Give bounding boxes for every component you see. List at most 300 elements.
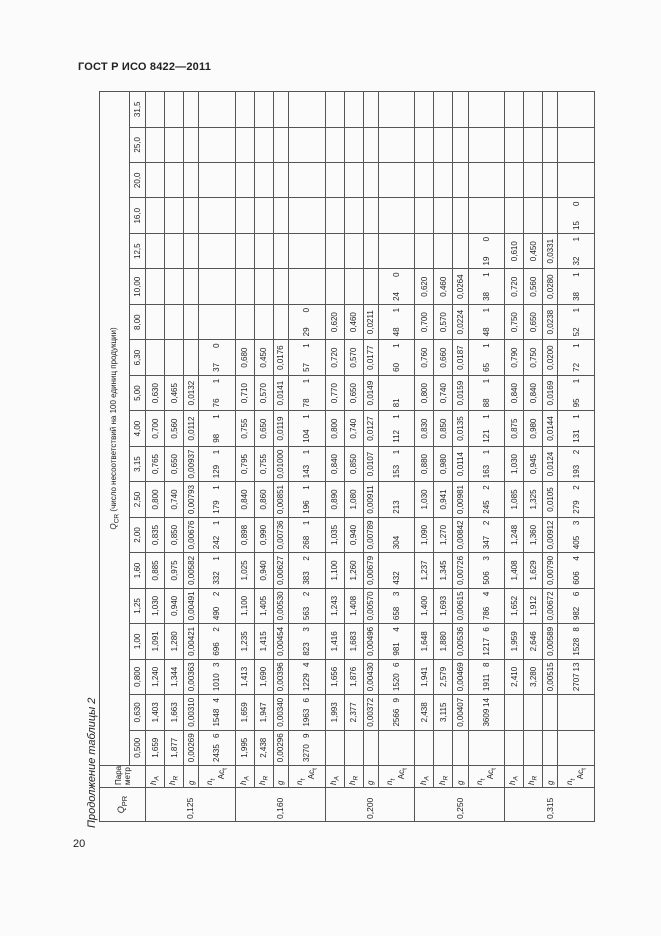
cell-n: 129: [212, 464, 222, 479]
cell-value: 0,885: [146, 553, 165, 588]
cell-value: [254, 127, 273, 162]
document-header: ГОСТ Р ИСО 8422—2011: [78, 61, 212, 73]
cell-value: [325, 233, 344, 268]
cell-value: [344, 163, 363, 198]
cell-n: 19: [481, 256, 491, 266]
table-row: [235, 91, 254, 821]
cell-value: [184, 91, 199, 127]
cell-ac: 1: [302, 378, 312, 384]
cell-value: [415, 730, 434, 765]
cell-value: 0,898: [235, 517, 254, 552]
cell-value: 0,0280: [543, 269, 558, 304]
cell-value: 1,260: [344, 553, 363, 588]
cell-value: 0,740: [165, 482, 184, 517]
cell-value: 2,579: [434, 659, 453, 694]
cell-ac: 1: [571, 378, 581, 384]
cell-value: 1,693: [434, 588, 453, 623]
cell-value: [184, 163, 199, 198]
cell-value: 0,00396: [273, 659, 288, 694]
cell-value: [344, 127, 363, 162]
cell-value: 0,660: [434, 340, 453, 375]
cell-value: 0,980: [434, 446, 453, 481]
cell-value: 0,0105: [543, 482, 558, 517]
cell-n: 24: [392, 292, 402, 301]
cell-value: 0,650: [524, 304, 543, 339]
cell-value: 0,00672: [543, 588, 558, 623]
table-row: [453, 91, 468, 821]
cell-value: [254, 91, 273, 127]
cell-n-ac: [558, 163, 595, 198]
cell-ac: 1: [481, 378, 491, 384]
cell-value: [415, 163, 434, 198]
table-row: [434, 91, 453, 821]
cell-value: 1,248: [505, 517, 524, 552]
cell-value: 1,405: [254, 588, 273, 623]
cell-value: [434, 127, 453, 162]
cell-n: 347: [481, 535, 491, 550]
cell-n-ac: [378, 624, 415, 659]
cell-n-ac: [199, 730, 236, 765]
cell-n: 78: [302, 398, 312, 408]
cell-ac: 1: [212, 485, 222, 490]
table-row: [254, 91, 273, 821]
cell-value: 1,360: [524, 517, 543, 552]
cell-n-ac: [288, 482, 325, 517]
cell-value: 0,800: [415, 375, 434, 410]
cell-value: 1,091: [146, 624, 165, 659]
cell-value: 0,750: [505, 304, 524, 339]
cell-ac: 2: [212, 591, 222, 597]
cell-value: 3,280: [524, 659, 543, 694]
cell-value: [325, 730, 344, 765]
cell-value: 0,710: [235, 375, 254, 410]
cell-n: 3609: [481, 708, 491, 727]
cell-value: 1,030: [505, 446, 524, 481]
cell-value: 0,00421: [184, 624, 199, 659]
cell-value: 0,850: [434, 411, 453, 446]
cell-n-ac: [558, 624, 595, 659]
table-row: [344, 91, 363, 821]
cell-value: 0,560: [524, 269, 543, 304]
cell-n-ac: [468, 659, 505, 694]
cell-n-ac: [468, 517, 505, 552]
cell-n-ac: [468, 553, 505, 588]
cell-value: 1,993: [325, 695, 344, 730]
cell-value: 0,0224: [453, 304, 468, 339]
cell-value: 0,00627: [273, 553, 288, 588]
cell-value: 0,00789: [363, 517, 378, 552]
cell-ac: 2: [571, 449, 581, 455]
cell-ac: 1: [302, 343, 312, 348]
cell-value: [344, 730, 363, 765]
cell-ac: 1: [481, 449, 491, 455]
cell-n: 196: [302, 500, 312, 514]
cell-value: 0,0132: [184, 375, 199, 410]
cell-value: 2,438: [415, 695, 434, 730]
qpr-value: 0,315: [505, 788, 595, 822]
cell-value: 0,460: [344, 304, 363, 339]
cell-n-ac: [288, 304, 325, 339]
cell-value: 1,659: [146, 730, 165, 765]
cell-value: 0,610: [505, 233, 524, 268]
cell-value: 0,941: [434, 482, 453, 517]
cell-value: 1,408: [505, 553, 524, 588]
table-caption: Продолжение таблицы 2: [86, 697, 98, 828]
cell-n-ac: [199, 588, 236, 623]
column-header: 1,25: [130, 588, 146, 623]
cell-value: 0,01000: [273, 446, 288, 481]
cell-n-ac: [199, 517, 236, 552]
cell-ac: 1: [212, 520, 222, 526]
row-symbol: $n_t$ $Ac_t$: [199, 766, 236, 788]
rotated-table-wrapper: [99, 92, 595, 822]
column-header: 3,15: [130, 446, 146, 481]
row-symbol: $h_R$: [524, 766, 543, 788]
cell-value: 0,940: [254, 553, 273, 588]
cell-n: 383: [302, 571, 312, 585]
cell-ac: 6: [212, 733, 222, 738]
cell-n-ac: [468, 304, 505, 339]
cell-value: 0,770: [325, 375, 344, 410]
cell-value: 0,790: [505, 340, 524, 375]
cell-ac: 6: [481, 627, 491, 632]
cell-value: 0,560: [165, 411, 184, 446]
cell-n-ac: [288, 411, 325, 446]
cell-value: [325, 127, 344, 162]
cell-ac: 1: [392, 343, 402, 348]
cell-value: 0,570: [344, 340, 363, 375]
cell-value: 0,840: [505, 375, 524, 410]
cell-value: [184, 304, 199, 339]
cell-value: 1,659: [235, 695, 254, 730]
cell-value: [146, 198, 165, 233]
cell-value: [146, 91, 165, 127]
cell-value: [344, 233, 363, 268]
cell-value: [524, 730, 543, 765]
cell-ac: 1: [302, 520, 312, 526]
cell-value: [415, 127, 434, 162]
cell-value: 1,880: [434, 624, 453, 659]
cell-n-ac: [378, 446, 415, 481]
cell-value: [273, 233, 288, 268]
cell-ac: 8: [481, 662, 491, 668]
cell-n-ac: [288, 233, 325, 268]
cell-n: 37: [212, 362, 222, 372]
cell-value: 1,912: [524, 588, 543, 623]
table-row: [363, 91, 378, 821]
cell-value: 1,243: [325, 588, 344, 623]
column-header: 0,630: [130, 695, 146, 730]
cell-value: 2,646: [524, 624, 543, 659]
cell-value: 1,270: [434, 517, 453, 552]
cell-n: 1229: [302, 673, 312, 692]
cell-value: 0,940: [165, 588, 184, 623]
cell-value: 0,0187: [453, 340, 468, 375]
cell-ac: 3: [212, 662, 222, 668]
cell-ac: 9: [302, 733, 312, 738]
cell-ac: 8: [571, 627, 581, 632]
row-symbol: $n_t$ $Ac_t$: [468, 766, 505, 788]
cell-ac: 4: [392, 627, 402, 632]
cell-value: 3,115: [434, 695, 453, 730]
cell-n-ac: [558, 482, 595, 517]
cell-n-ac: [288, 695, 325, 730]
cell-n: 981: [392, 642, 402, 656]
cell-n: 2707: [571, 673, 581, 692]
cell-value: [543, 91, 558, 127]
cell-value: 0,00570: [363, 588, 378, 623]
cell-value: 1,237: [415, 553, 434, 588]
cell-ac: 1: [392, 414, 402, 419]
cell-n-ac: [468, 127, 505, 162]
cell-n: 48: [481, 327, 491, 337]
cell-value: [363, 198, 378, 233]
cell-value: [434, 163, 453, 198]
cell-n-ac: [288, 340, 325, 375]
cell-value: [165, 198, 184, 233]
cell-value: 0,980: [524, 411, 543, 446]
cell-ac: 0: [392, 272, 402, 277]
cell-n-ac: [468, 340, 505, 375]
table-row: [184, 91, 199, 821]
param-header: Пара метр: [100, 766, 146, 788]
cell-n-ac: [558, 91, 595, 127]
cell-value: 0,0112: [184, 411, 199, 446]
cell-value: 0,00407: [453, 695, 468, 730]
cell-ac: 6: [392, 662, 402, 668]
cell-value: 0,940: [344, 517, 363, 552]
cell-n-ac: [288, 127, 325, 162]
cell-n: 786: [481, 606, 491, 621]
cell-n: 112: [392, 430, 402, 443]
cell-n: 245: [481, 500, 491, 514]
qcr-note: (число несоответствий на 100 единиц продукции): [108, 327, 118, 514]
cell-value: 1,413: [235, 659, 254, 694]
cell-value: 0,00469: [453, 659, 468, 694]
cell-value: 0,00679: [363, 553, 378, 588]
cell-value: 0,0331: [543, 233, 558, 268]
cell-n-ac: [468, 91, 505, 127]
cell-n-ac: [199, 340, 236, 375]
cell-n: 29: [302, 327, 312, 337]
table-row: [558, 91, 595, 821]
cell-value: [254, 163, 273, 198]
cell-n-ac: [199, 446, 236, 481]
cell-n-ac: [558, 233, 595, 268]
table-row: [524, 91, 543, 821]
cell-n: 432: [392, 571, 402, 585]
cell-ac: 1: [392, 307, 402, 313]
cell-n-ac: [468, 163, 505, 198]
cell-value: 0,740: [434, 375, 453, 410]
cell-n-ac: [558, 375, 595, 410]
cell-value: [254, 304, 273, 339]
cell-value: 1,959: [505, 624, 524, 659]
cell-n-ac: [378, 588, 415, 623]
cell-n: 982: [571, 606, 581, 621]
cell-n: 658: [392, 606, 402, 621]
table-row: [288, 91, 325, 821]
cell-value: 1,648: [415, 624, 434, 659]
row-symbol: g: [184, 766, 199, 788]
cell-value: 0,0211: [363, 304, 378, 339]
cell-n: 268: [302, 535, 312, 550]
cell-n-ac: [558, 553, 595, 588]
column-header: 8,00: [130, 304, 146, 339]
cell-value: 0,990: [254, 517, 273, 552]
row-symbol: $h_A$: [415, 766, 434, 788]
cell-value: [325, 163, 344, 198]
cell-n: 1010: [212, 673, 222, 692]
cell-value: 1,652: [505, 588, 524, 623]
row-symbol: $h_R$: [165, 766, 184, 788]
cell-value: [505, 198, 524, 233]
cell-value: 0,450: [524, 233, 543, 268]
cell-value: [505, 730, 524, 765]
cell-value: [146, 127, 165, 162]
cell-n-ac: [288, 730, 325, 765]
column-header: 4,00: [130, 411, 146, 446]
cell-value: 1,240: [146, 659, 165, 694]
cell-value: [543, 163, 558, 198]
cell-ac: 4: [302, 662, 312, 668]
cell-value: 0,00676: [184, 517, 199, 552]
cell-value: 0,875: [505, 411, 524, 446]
cell-ac: 1: [481, 272, 491, 277]
cell-value: [235, 304, 254, 339]
row-symbol: $n_t$ $Ac_t$: [378, 766, 415, 788]
cell-value: 0,465: [165, 375, 184, 410]
cell-ac: 3: [392, 591, 402, 597]
cell-value: 0,720: [325, 340, 344, 375]
cell-n-ac: [288, 91, 325, 127]
cell-n-ac: [558, 695, 595, 730]
cell-value: [363, 91, 378, 127]
column-header: 1,60: [130, 553, 146, 588]
column-header: 6,30: [130, 340, 146, 375]
cell-n-ac: [199, 269, 236, 304]
cell-n-ac: [468, 695, 505, 730]
cell-value: [344, 91, 363, 127]
cell-value: 1,629: [524, 553, 543, 588]
qpr-value: 0,250: [415, 788, 505, 822]
cell-n: 213: [392, 500, 402, 514]
cell-ac: 1: [571, 272, 581, 277]
cell-value: 1,403: [146, 695, 165, 730]
cell-value: [146, 340, 165, 375]
cell-n: 1217: [481, 637, 491, 656]
cell-ac: 4: [481, 591, 491, 597]
cell-value: [146, 304, 165, 339]
cell-value: 0,650: [254, 411, 273, 446]
table-row: [543, 91, 558, 821]
row-symbol: g: [543, 766, 558, 788]
cell-n-ac: [378, 375, 415, 410]
cell-value: 0,755: [235, 411, 254, 446]
cell-value: 0,570: [254, 375, 273, 410]
column-header: 2,50: [130, 482, 146, 517]
cell-value: 0,630: [146, 375, 165, 410]
cell-value: 1,080: [344, 482, 363, 517]
row-symbol: $h_A$: [146, 766, 165, 788]
cell-value: [363, 233, 378, 268]
qcr-header: [100, 91, 130, 765]
cell-value: [434, 91, 453, 127]
cell-n: 1911: [481, 673, 491, 692]
cell-value: 1,415: [254, 624, 273, 659]
cell-n-ac: [288, 446, 325, 481]
cell-n: 65: [481, 362, 491, 372]
column-header: 0,500: [130, 730, 146, 765]
cell-value: 0,00842: [453, 517, 468, 552]
cell-value: 1,663: [165, 695, 184, 730]
cell-n-ac: [288, 517, 325, 552]
row-symbol: g: [363, 766, 378, 788]
cell-n: 332: [212, 571, 222, 585]
cell-value: 0,765: [146, 446, 165, 481]
row-symbol: g: [453, 766, 468, 788]
cell-value: [184, 269, 199, 304]
cell-value: [363, 730, 378, 765]
cell-n-ac: [378, 269, 415, 304]
cell-value: 1,325: [524, 482, 543, 517]
cell-n-ac: [468, 446, 505, 481]
cell-value: 2,438: [254, 730, 273, 765]
cell-n: 179: [212, 500, 222, 514]
cell-value: 1,090: [415, 517, 434, 552]
cell-value: [543, 127, 558, 162]
qpr-symbol: Q: [116, 806, 127, 814]
cell-value: 1,941: [415, 659, 434, 694]
cell-value: [434, 730, 453, 765]
row-symbol: g: [273, 766, 288, 788]
cell-value: [273, 91, 288, 127]
cell-value: 0,00912: [543, 517, 558, 552]
cell-value: 0,0200: [543, 340, 558, 375]
cell-value: 0,00340: [273, 695, 288, 730]
cell-n-ac: [468, 411, 505, 446]
cell-n-ac: [199, 553, 236, 588]
cell-n-ac: [558, 517, 595, 552]
cell-n-ac: [558, 411, 595, 446]
cell-ac: 0: [571, 201, 581, 206]
cell-value: [524, 127, 543, 162]
cell-value: [165, 91, 184, 127]
row-symbol: $h_R$: [254, 766, 273, 788]
cell-value: [254, 198, 273, 233]
cell-n: 1520: [392, 673, 402, 692]
cell-value: 0,00296: [273, 730, 288, 765]
cell-value: 1,683: [344, 624, 363, 659]
cell-n: 143: [302, 464, 312, 479]
cell-value: 0,00310: [184, 695, 199, 730]
cell-n: 15: [571, 221, 581, 230]
cell-n-ac: [199, 695, 236, 730]
cell-value: [235, 269, 254, 304]
cell-n-ac: [468, 198, 505, 233]
cell-value: 1,876: [344, 659, 363, 694]
cell-n: 279: [571, 500, 581, 514]
table-row: [165, 91, 184, 821]
cell-value: 0,0107: [363, 446, 378, 481]
cell-value: 0,760: [415, 340, 434, 375]
cell-n-ac: [199, 163, 236, 198]
cell-n: 121: [481, 429, 491, 443]
cell-n-ac: [288, 198, 325, 233]
column-header: 25,0: [130, 127, 146, 162]
cell-value: 0,0169: [543, 375, 558, 410]
cell-n: 2566: [392, 708, 402, 727]
